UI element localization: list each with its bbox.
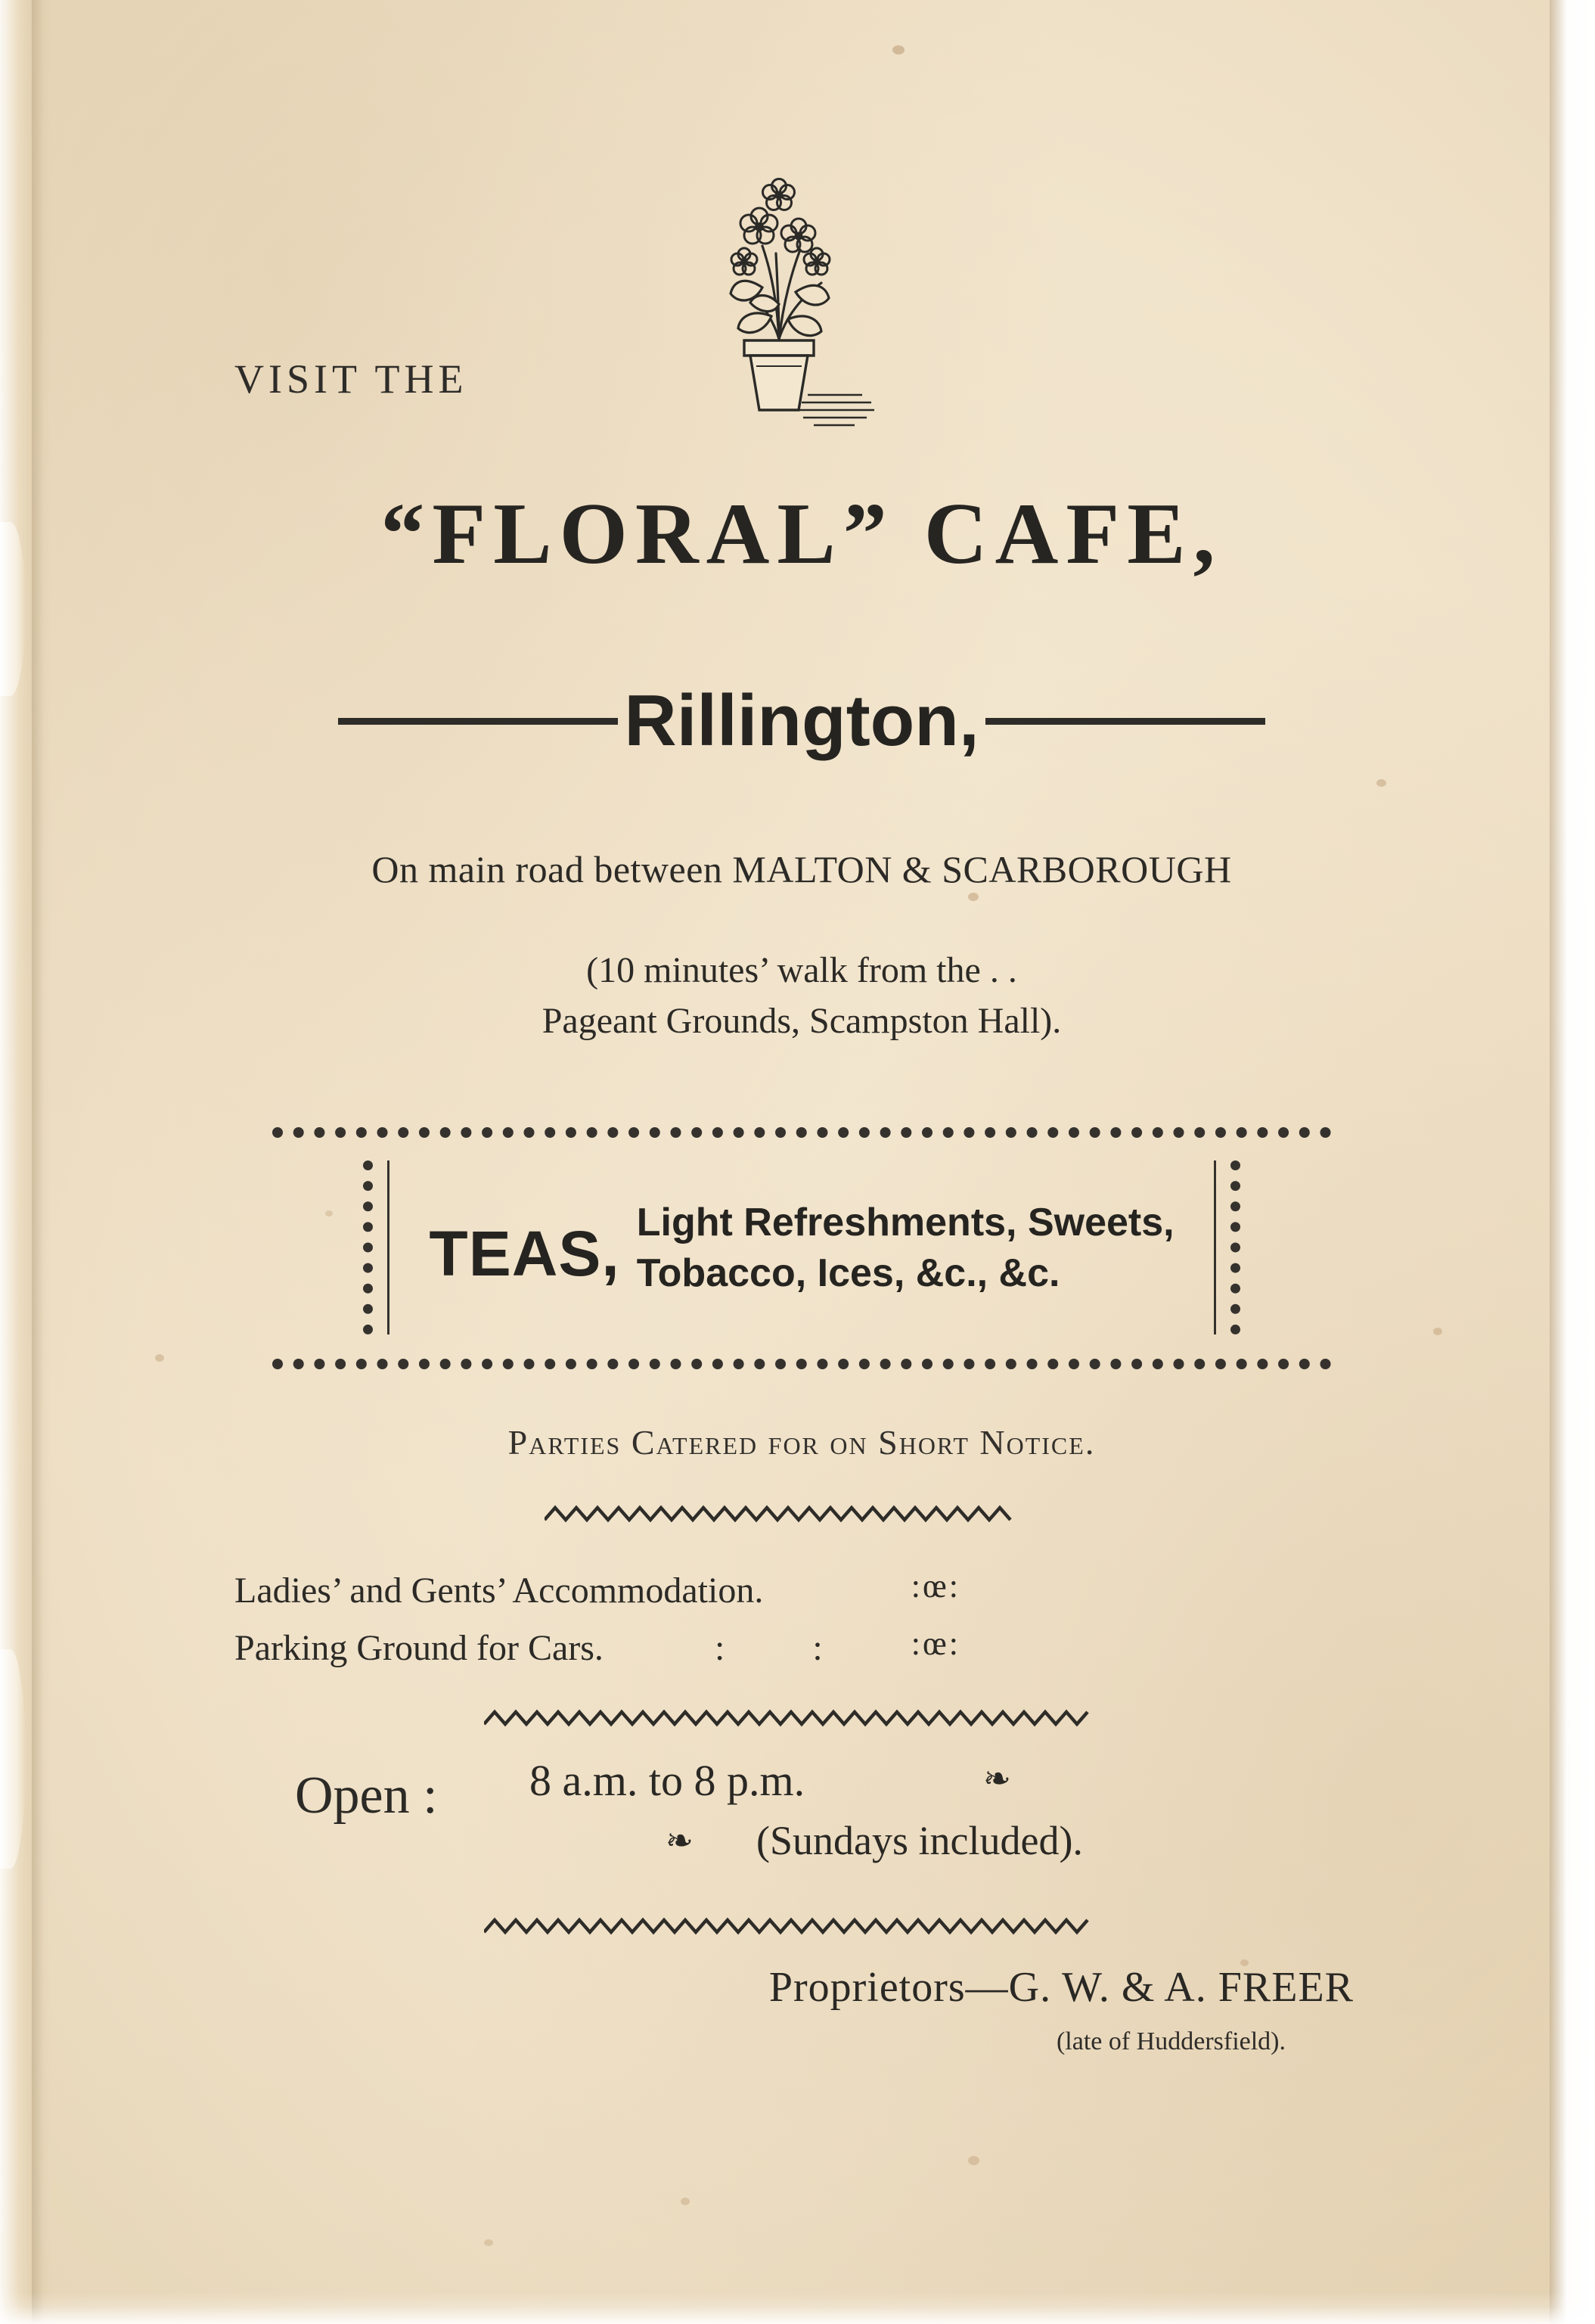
teas-headline: TEAS,: [429, 1217, 620, 1289]
paper-spot: [484, 2239, 493, 2246]
facility-label: Ladies’ and Gents’ Accommodation.: [234, 1571, 764, 1611]
gutter-shadow: [32, 0, 51, 2324]
business-name: “FLORAL” CAFE,: [380, 486, 1223, 583]
location-row: [227, 680, 1376, 761]
offerings-box: [272, 1127, 1331, 1369]
ornament-icon: :œ:: [911, 1625, 960, 1662]
proprietors-note: (late of Huddersfield).: [1056, 2027, 1286, 2055]
ornament-icon: ❧: [666, 1822, 694, 1860]
offerings-text: [393, 1167, 1210, 1330]
ornament-icon: :œ:: [911, 1567, 960, 1605]
potted-plant-illustration: [666, 113, 892, 431]
facilities-list: [234, 1567, 1361, 1685]
open-note: (Sundays included).: [756, 1818, 1083, 1863]
open-label: Open :: [295, 1766, 438, 1825]
offerings-line-2: Tobacco, Ices, &c., &c.: [636, 1251, 1060, 1295]
wavy-divider-1: [545, 1502, 1013, 1527]
inner-rule-right: [1214, 1160, 1216, 1334]
wavy-divider-2: [484, 1706, 1089, 1732]
open-hours: 8 a.m. to 8 p.m.: [529, 1756, 805, 1805]
inner-rule-left: [387, 1160, 389, 1334]
scan-edge-right: [1550, 0, 1595, 2324]
paper-spot: [892, 45, 905, 54]
proprietors-line: Proprietors—G. W. & A. FREER: [768, 1964, 1354, 2011]
rule-right: [985, 718, 1265, 725]
walk-line-2: Pageant Grounds, Scampston Hall).: [541, 1000, 1062, 1041]
scan-edge-bottom: [0, 2292, 1595, 2324]
offerings-line-1: Light Refreshments, Sweets,: [636, 1201, 1175, 1245]
visit-the-line: VISIT THE: [234, 356, 468, 402]
paper-spot: [681, 2198, 690, 2205]
paper-spot: [1376, 779, 1386, 787]
paper-spot: [968, 893, 979, 901]
facility-dots: : :: [715, 1628, 862, 1668]
dotted-border-right: [1230, 1160, 1240, 1334]
facility-row: [234, 1627, 1361, 1685]
parties-catered-note: Parties Catered for on Short Notice.: [507, 1423, 1096, 1462]
dotted-border-left: [363, 1160, 373, 1334]
wavy-divider-3: [484, 1914, 1089, 1940]
dotted-border-top: [272, 1127, 1331, 1138]
paper-spot: [1433, 1328, 1442, 1335]
paper-spot: [155, 1354, 164, 1362]
ornament-icon: ❧: [983, 1760, 1011, 1797]
main-road-line: On main road between MALTON & SCARBOROUGH: [371, 848, 1232, 890]
walking-distance-note: [227, 949, 1376, 1042]
paper-spot: [968, 2156, 979, 2165]
facility-label: Parking Ground for Cars.: [234, 1628, 604, 1668]
offerings-list: [637, 1198, 1175, 1298]
walk-line-1: (10 minutes’ walk from the . .: [586, 950, 1017, 990]
rule-left: [338, 718, 618, 725]
dotted-border-bottom: [272, 1359, 1331, 1369]
location-name: Rillington,: [624, 680, 979, 761]
facility-row: [234, 1567, 1361, 1627]
